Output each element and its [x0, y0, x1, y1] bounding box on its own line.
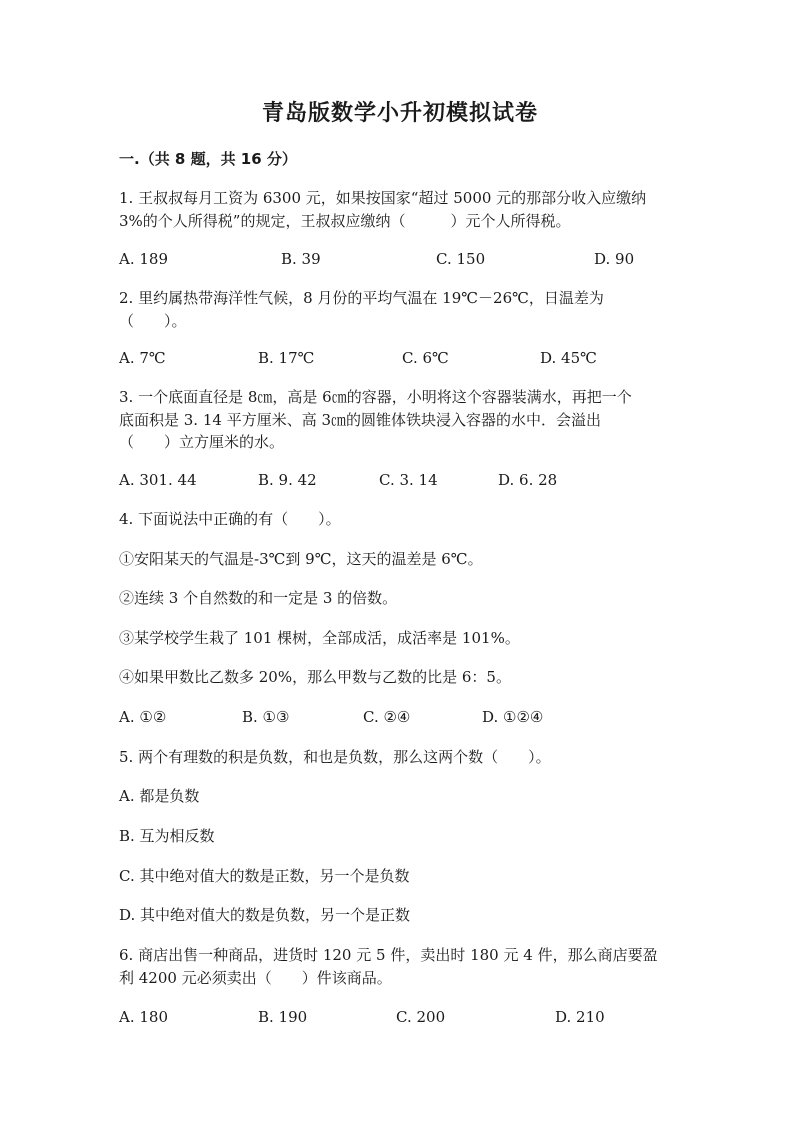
- q4-line-1: 4. 下面说法中正确的有（ ）。: [119, 510, 341, 528]
- q5-option-c: C. 其中绝对值大的数是正数，另一个是负数: [119, 867, 410, 885]
- q4-statement-3: ③某学校学生栽了 101 棵树，全部成活，成活率是 101%。: [119, 629, 520, 647]
- q2-option-b: B. 17℃: [258, 349, 315, 367]
- q1-option-c: C. 150: [436, 250, 486, 268]
- q4-statement-1: ①安阳某天的气温是-3℃到 9℃，这天的温差是 6℃。: [119, 550, 483, 568]
- q3-option-c: C. 3. 14: [379, 471, 438, 489]
- q2-option-a: A. 7℃: [119, 349, 166, 367]
- q6-option-c: C. 200: [396, 1008, 446, 1026]
- q4-option-b: B. ①③: [242, 708, 290, 726]
- q5-option-d: D. 其中绝对值大的数是负数，另一个是正数: [119, 906, 411, 924]
- q6-option-d: D. 210: [555, 1008, 605, 1026]
- q1-line-1: 1. 王叔叔每月工资为 6300 元，如果按国家“超过 5000 元的那部分收入应缴纳: [119, 189, 647, 207]
- section-heading: 一.（共 8 题，共 16 分）: [119, 150, 297, 168]
- q2-line-2: （ ）。: [119, 312, 187, 330]
- q1-option-a: A. 189: [119, 250, 168, 268]
- q2-line-1: 2. 里约属热带海洋性气候，8 月份的平均气温在 19℃－26℃，日温差为: [119, 289, 604, 307]
- q2-option-c: C. 6℃: [402, 349, 449, 367]
- q6-option-b: B. 190: [258, 1008, 308, 1026]
- q3-option-d: D. 6. 28: [498, 471, 558, 489]
- q3-line-2: 底面积是 3. 14 平方厘米、高 3㎝的圆锥体铁块浸入容器的水中．会溢出: [119, 411, 602, 429]
- q4-option-a: A. ①②: [119, 708, 167, 726]
- q5-option-b: B. 互为相反数: [119, 827, 215, 845]
- q1-line-2: 3%的个人所得税”的规定，王叔叔应缴纳（ ）元个人所得税。: [119, 212, 571, 230]
- q4-option-d: D. ①②④: [482, 708, 544, 726]
- q3-option-a: A. 301. 44: [119, 471, 197, 489]
- q3-line-3: （ ）立方厘米的水。: [119, 433, 285, 451]
- q4-statement-2: ②连续 3 个自然数的和一定是 3 的倍数。: [119, 589, 398, 607]
- q1-option-b: B. 39: [281, 250, 321, 268]
- q3-line-1: 3. 一个底面直径是 8㎝，高是 6㎝的容器，小明将这个容器装满水，再把一个: [119, 388, 632, 406]
- q5-option-a: A. 都是负数: [119, 787, 200, 805]
- q5-line-1: 5. 两个有理数的积是负数，和也是负数，那么这两个数（ ）。: [119, 748, 551, 766]
- q2-option-d: D. 45℃: [540, 349, 597, 367]
- q6-option-a: A. 180: [119, 1008, 168, 1026]
- q6-line-2: 利 4200 元必须卖出（ ）件该商品。: [119, 969, 392, 987]
- exam-title: 青岛版数学小升初模拟试卷: [261, 101, 538, 126]
- q3-option-b: B. 9. 42: [258, 471, 317, 489]
- q4-option-c: C. ②④: [363, 708, 411, 726]
- q6-line-1: 6. 商店出售一种商品，进货时 120 元 5 件，卖出时 180 元 4 件，那么商店要盈: [119, 946, 658, 964]
- q1-option-d: D. 90: [594, 250, 635, 268]
- q4-statement-4: ④如果甲数比乙数多 20%，那么甲数与乙数的比是 6：5。: [119, 668, 511, 686]
